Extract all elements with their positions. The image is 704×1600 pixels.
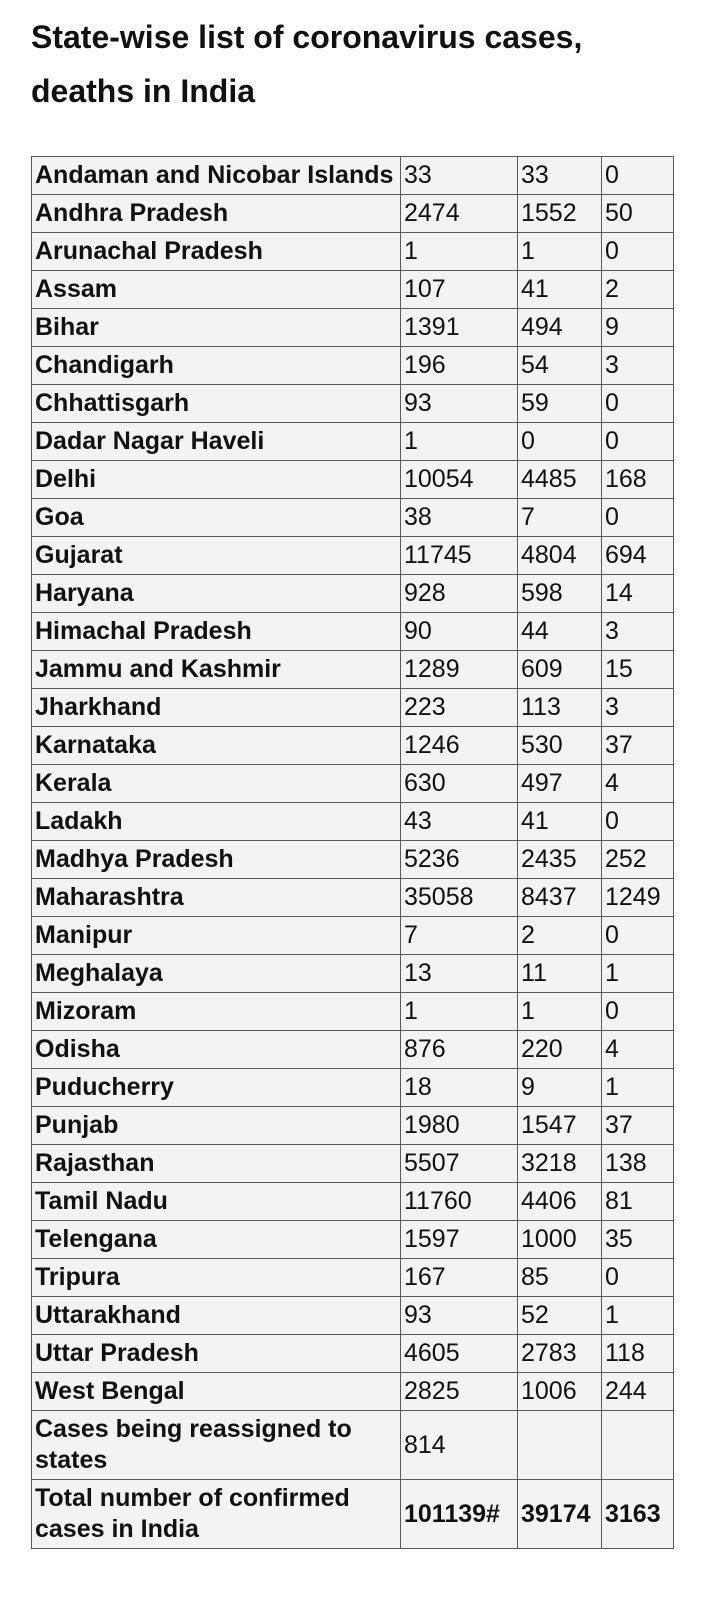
state-name-cell: Gujarat [32,537,401,575]
deaths-cell: 1 [602,955,674,993]
state-name-cell: Uttar Pradesh [32,1335,401,1373]
state-name-cell: Assam [32,271,401,309]
recovered-cases-cell: 609 [518,651,602,689]
table-row [32,537,674,575]
recovered-cases-cell: 2783 [518,1335,602,1373]
page-title: State-wise list of coronavirus cases, deaths in India [31,19,583,109]
table-row [32,499,674,537]
state-name-cell: Ladakh [32,803,401,841]
state-name-cell: Uttarakhand [32,1297,401,1335]
deaths-cell: 4 [602,765,674,803]
deaths-cell: 138 [602,1145,674,1183]
table-row [32,727,674,765]
state-name-cell: Odisha [32,1031,401,1069]
recovered-cases-cell: 4406 [518,1183,602,1221]
deaths-cell: 0 [602,385,674,423]
recovered-cases-cell: 9 [518,1069,602,1107]
confirmed-cases-cell: 4605 [401,1335,518,1373]
state-name-cell: Puducherry [32,1069,401,1107]
deaths-cell: 3 [602,689,674,727]
recovered-cases-cell: 494 [518,309,602,347]
confirmed-cases-cell: 1980 [401,1107,518,1145]
table-row [32,955,674,993]
recovered-cases-cell: 113 [518,689,602,727]
state-name-cell: West Bengal [32,1373,401,1411]
recovered-cases-cell: 44 [518,613,602,651]
table-row [32,423,674,461]
deaths-cell: 3 [602,347,674,385]
table-row [32,347,674,385]
deaths-cell: 4 [602,1031,674,1069]
table-row [32,271,674,309]
state-name-cell: Total number of confirmed cases in India [32,1480,401,1549]
table-row [32,1031,674,1069]
recovered-cases-cell: 530 [518,727,602,765]
confirmed-cases-cell: 223 [401,689,518,727]
deaths-cell: 2 [602,271,674,309]
deaths-cell: 0 [602,499,674,537]
confirmed-cases-cell: 1 [401,423,518,461]
recovered-cases-cell: 2435 [518,841,602,879]
state-name-cell: Bihar [32,309,401,347]
table-row [32,1069,674,1107]
state-name-cell: Chhattisgarh [32,385,401,423]
deaths-cell: 0 [602,993,674,1031]
confirmed-cases-cell: 11760 [401,1183,518,1221]
deaths-cell: 252 [602,841,674,879]
confirmed-cases-cell: 93 [401,1297,518,1335]
recovered-cases-cell: 1 [518,993,602,1031]
recovered-cases-cell: 3218 [518,1145,602,1183]
recovered-cases-cell: 0 [518,423,602,461]
deaths-cell: 0 [602,233,674,271]
recovered-cases-cell: 2 [518,917,602,955]
deaths-cell: 1 [602,1297,674,1335]
confirmed-cases-cell: 814 [401,1411,518,1480]
table-row [32,1107,674,1145]
table-row [32,157,674,195]
recovered-cases-cell: 33 [518,157,602,195]
confirmed-cases-cell: 630 [401,765,518,803]
confirmed-cases-cell: 1246 [401,727,518,765]
recovered-cases-cell: 4804 [518,537,602,575]
deaths-cell: 118 [602,1335,674,1373]
recovered-cases-cell: 52 [518,1297,602,1335]
confirmed-cases-cell: 38 [401,499,518,537]
state-name-cell: Manipur [32,917,401,955]
total-row [32,1480,674,1549]
table-row [32,309,674,347]
table-row [32,841,674,879]
table-row [32,1183,674,1221]
state-name-cell: Karnataka [32,727,401,765]
state-name-cell: Delhi [32,461,401,499]
recovered-cases-cell: 1000 [518,1221,602,1259]
confirmed-cases-cell: 101139# [401,1480,518,1549]
deaths-cell: 244 [602,1373,674,1411]
confirmed-cases-cell: 196 [401,347,518,385]
recovered-cases-cell: 220 [518,1031,602,1069]
recovered-cases-cell: 1552 [518,195,602,233]
state-name-cell: Jammu and Kashmir [32,651,401,689]
deaths-cell: 1249 [602,879,674,917]
table-row [32,1373,674,1411]
state-name-cell: Andhra Pradesh [32,195,401,233]
table-row [32,1335,674,1373]
confirmed-cases-cell: 1 [401,993,518,1031]
state-name-cell: Meghalaya [32,955,401,993]
table-row [32,651,674,689]
table-row [32,233,674,271]
recovered-cases-cell: 85 [518,1259,602,1297]
recovered-cases-cell: 11 [518,955,602,993]
deaths-cell: 168 [602,461,674,499]
recovered-cases-cell: 497 [518,765,602,803]
table-row [32,765,674,803]
deaths-cell: 9 [602,309,674,347]
state-name-cell: Telengana [32,1221,401,1259]
confirmed-cases-cell: 11745 [401,537,518,575]
deaths-cell: 35 [602,1221,674,1259]
state-name-cell: Tripura [32,1259,401,1297]
table-row [32,613,674,651]
recovered-cases-cell: 4485 [518,461,602,499]
confirmed-cases-cell: 2474 [401,195,518,233]
confirmed-cases-cell: 1597 [401,1221,518,1259]
deaths-cell: 0 [602,1259,674,1297]
confirmed-cases-cell: 1391 [401,309,518,347]
state-cases-table [31,156,674,1549]
state-name-cell: Tamil Nadu [32,1183,401,1221]
table-row [32,917,674,955]
recovered-cases-cell: 39174 [518,1480,602,1549]
confirmed-cases-cell: 18 [401,1069,518,1107]
deaths-cell: 0 [602,423,674,461]
state-name-cell: Goa [32,499,401,537]
deaths-cell: 37 [602,1107,674,1145]
recovered-cases-cell: 598 [518,575,602,613]
state-name-cell: Maharashtra [32,879,401,917]
table-row [32,1221,674,1259]
deaths-cell: 81 [602,1183,674,1221]
confirmed-cases-cell: 2825 [401,1373,518,1411]
table-body [32,157,674,1549]
table-row [32,689,674,727]
state-name-cell: Kerala [32,765,401,803]
confirmed-cases-cell: 167 [401,1259,518,1297]
recovered-cases-cell: 41 [518,803,602,841]
confirmed-cases-cell: 876 [401,1031,518,1069]
state-name-cell: Punjab [32,1107,401,1145]
confirmed-cases-cell: 1 [401,233,518,271]
table-row [32,195,674,233]
recovered-cases-cell: 59 [518,385,602,423]
table-row [32,1297,674,1335]
confirmed-cases-cell: 107 [401,271,518,309]
confirmed-cases-cell: 93 [401,385,518,423]
deaths-cell: 1 [602,1069,674,1107]
deaths-cell: 37 [602,727,674,765]
state-name-cell: Cases being reassigned to states [32,1411,401,1480]
confirmed-cases-cell: 13 [401,955,518,993]
deaths-cell: 0 [602,157,674,195]
recovered-cases-cell [518,1411,602,1480]
confirmed-cases-cell: 10054 [401,461,518,499]
deaths-cell: 0 [602,917,674,955]
recovered-cases-cell: 7 [518,499,602,537]
state-name-cell: Arunachal Pradesh [32,233,401,271]
state-name-cell: Andaman and Nicobar Islands [32,157,401,195]
deaths-cell: 0 [602,803,674,841]
table-container [31,156,674,1549]
confirmed-cases-cell: 5507 [401,1145,518,1183]
state-name-cell: Chandigarh [32,347,401,385]
table-row [32,1411,674,1480]
state-name-cell: Rajasthan [32,1145,401,1183]
state-name-cell: Haryana [32,575,401,613]
deaths-cell: 694 [602,537,674,575]
deaths-cell [602,1411,674,1480]
table-row [32,1145,674,1183]
recovered-cases-cell: 54 [518,347,602,385]
state-name-cell: Mizoram [32,993,401,1031]
state-name-cell: Madhya Pradesh [32,841,401,879]
deaths-cell: 3 [602,613,674,651]
table-row [32,803,674,841]
confirmed-cases-cell: 35058 [401,879,518,917]
deaths-cell: 3163 [602,1480,674,1549]
table-row [32,575,674,613]
deaths-cell: 14 [602,575,674,613]
table-row [32,1259,674,1297]
table-row [32,385,674,423]
table-row [32,879,674,917]
confirmed-cases-cell: 7 [401,917,518,955]
state-name-cell: Himachal Pradesh [32,613,401,651]
deaths-cell: 15 [602,651,674,689]
state-name-cell: Jharkhand [32,689,401,727]
deaths-cell: 50 [602,195,674,233]
recovered-cases-cell: 1547 [518,1107,602,1145]
confirmed-cases-cell: 43 [401,803,518,841]
recovered-cases-cell: 1 [518,233,602,271]
recovered-cases-cell: 41 [518,271,602,309]
confirmed-cases-cell: 5236 [401,841,518,879]
confirmed-cases-cell: 33 [401,157,518,195]
state-name-cell: Dadar Nagar Haveli [32,423,401,461]
recovered-cases-cell: 8437 [518,879,602,917]
table-row [32,993,674,1031]
table-row [32,461,674,499]
recovered-cases-cell: 1006 [518,1373,602,1411]
confirmed-cases-cell: 90 [401,613,518,651]
confirmed-cases-cell: 928 [401,575,518,613]
confirmed-cases-cell: 1289 [401,651,518,689]
